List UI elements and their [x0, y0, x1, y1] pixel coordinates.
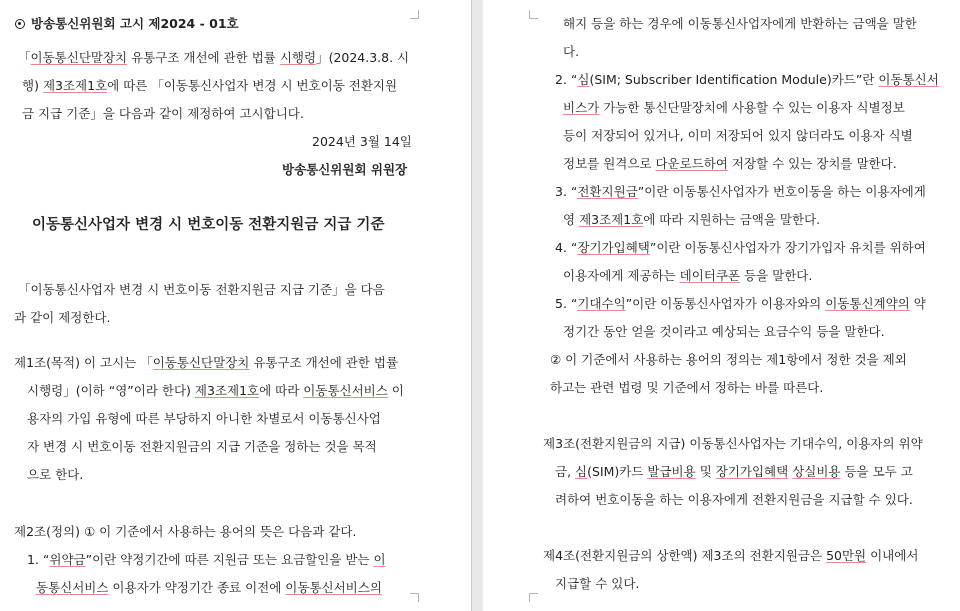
- article-1-line: 제1조(목적) 이 고시는 「이동통신단말장치 유통구조 개선에 관한 법률: [14, 355, 399, 370]
- definition-2-line: 등이 저장되어 있거나, 이미 저장되어 있지 않더라도 이용자 식별: [563, 128, 913, 143]
- article-3-line: 제3조(전환지원금의 지급) 이동통신사업자는 기대수익, 이용자의 위약: [543, 436, 923, 451]
- article-1-line: 으로 한다.: [27, 467, 84, 482]
- definition-4-line: 4. “장기가입혜택”이란 이동통신사업자가 장기가입자 유치를 위하여: [555, 240, 926, 255]
- definition-1-line: 해지 등을 하는 경우에 이동통신사업자에게 반환하는 금액을 말한: [563, 16, 917, 31]
- definition-3-line: 영 제3조제1호에 따라 지원하는 금액을 말한다.: [563, 212, 821, 227]
- notice-date: 2024년 3월 14일: [312, 134, 412, 149]
- article-2-line: 제2조(정의) ① 이 기준에서 사용하는 용어의 뜻은 다음과 같다.: [14, 524, 357, 539]
- definition-1-line: 동통신서비스 이용자가 약정기간 종료 이전에 이동통신서비스의: [36, 580, 382, 595]
- document-title: 이동통신사업자 변경 시 번호이동 전환지원금 지급 기준: [32, 217, 385, 233]
- definition-1-line: 1. “위약금”이란 약정기간에 따른 지원금 또는 요금할인을 받는 이: [27, 552, 386, 567]
- preamble-line: 금 지급 기준」을 다음과 같이 제정하여 고시합니다.: [22, 106, 304, 121]
- notice-signer: 방송통신위원회 위원장: [282, 162, 408, 177]
- article-1-line: 용자의 가입 유형에 따른 부당하지 아니한 차별로서 이동통신사업: [27, 411, 381, 426]
- definition-5-line: 정기간 동안 얻을 것이라고 예상되는 요금수익 등을 말한다.: [563, 324, 885, 339]
- article-4-line: 지급할 수 있다.: [555, 576, 640, 591]
- page-corner-mark: [529, 593, 538, 602]
- article-1-line: 시행령」(이하 “영”이라 한다) 제3조제1호에 따라 이동통신서비스 이: [27, 383, 404, 398]
- page-gutter: [471, 0, 472, 611]
- article-4-line: 제4조(전환지원금의 상한액) 제3조의 전환지원금은 50만원 이내에서: [543, 548, 919, 563]
- page-corner-mark: [410, 10, 419, 19]
- preamble-line: 「이동통신단말장치 유통구조 개선에 관한 법률 시행령」(2024.3.8. 시: [18, 50, 410, 65]
- document-page-left: [0, 0, 471, 611]
- page-corner-mark: [410, 593, 419, 602]
- definition-1-line: 다.: [563, 44, 580, 59]
- enact-line: 과 같이 제정한다.: [14, 310, 111, 325]
- notice-number: 방송통신위원회 고시 제2024 - 01호: [15, 16, 239, 32]
- article-2-paragraph-2-line: 하고는 관련 법령 및 기준에서 정하는 바를 따른다.: [550, 380, 824, 395]
- definition-3-line: 3. “전환지원금”이란 이동통신사업자가 번호이동을 하는 이용자에게: [555, 184, 926, 199]
- article-1-line: 자 변경 시 번호이동 전환지원금의 지급 기준을 정하는 것을 목적: [27, 439, 377, 454]
- article-3-line: 금, 심(SIM)카드 발급비용 및 장기가입혜택 상실비용 등을 모두 고: [555, 464, 913, 479]
- definition-2-line: 정보를 원격으로 다운로드하여 저장할 수 있는 장치를 말한다.: [563, 156, 897, 171]
- page-corner-mark: [529, 10, 538, 19]
- preamble-line: 행) 제3조제1호에 따른 「이동통신사업자 변경 시 번호이동 전환지원: [22, 78, 398, 93]
- radio-bullet-icon: [15, 19, 25, 29]
- definition-4-line: 이용자에게 제공하는 데이터쿠폰 등을 말한다.: [563, 268, 813, 283]
- definition-5-line: 5. “기대수익”이란 이동통신사업자가 이용자와의 이동통신계약의 약: [555, 296, 926, 311]
- definition-2-line: 비스가 가능한 통신단말장치에 사용할 수 있는 이용자 식별정보: [563, 100, 905, 115]
- enact-line: 「이동통신사업자 변경 시 번호이동 전환지원금 지급 기준」을 다음: [18, 282, 385, 297]
- definition-2-line: 2. “심(SIM; Subscriber Identification Module)카드”란 이동통신서: [555, 72, 939, 87]
- document-page-right: [483, 0, 960, 611]
- article-3-line: 려하여 번호이동을 하는 이용자에게 전환지원금을 지급할 수 있다.: [555, 492, 913, 507]
- article-2-paragraph-2-line: ② 이 기준에서 사용하는 용어의 정의는 제1항에서 정한 것을 제외: [550, 352, 907, 367]
